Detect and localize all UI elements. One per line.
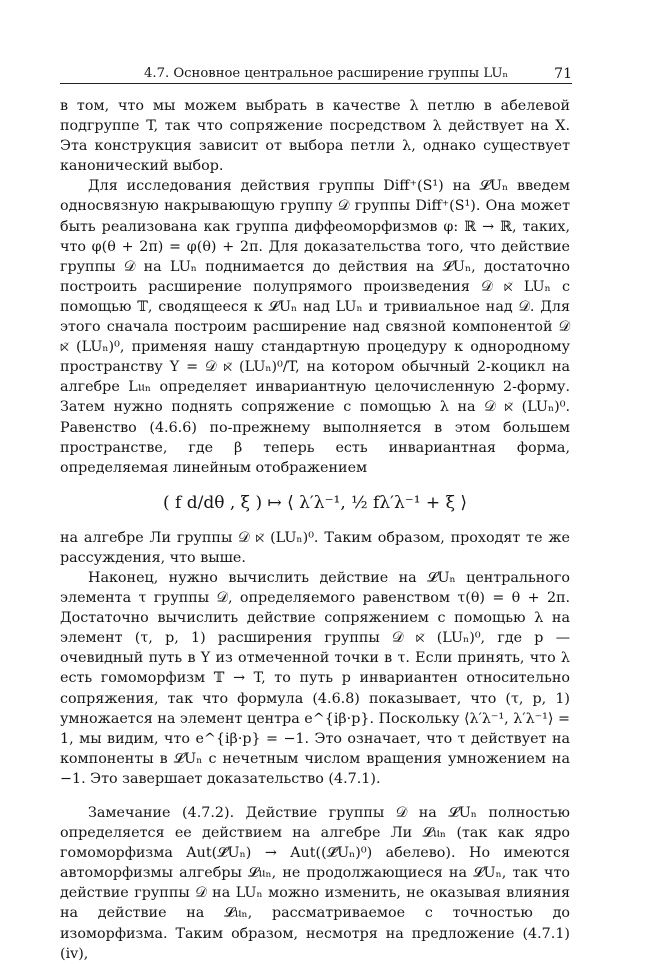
header-title: 4.7. Основное центральное расширение группы LUₙ	[144, 66, 509, 81]
paragraph-central-element: Наконец, нужно вычислить действие на 𝓛Uₙ центрального элемента τ группы 𝒟, определяемого равенством τ(θ) = θ + 2π. Достаточно вычислить действие сопряжением с помощью λ на элемент (τ, p, 1) расширения группы 𝒟 ⋉̃ (LUₙ)⁰, где p — очевидный путь в Y из отмеченной точки в τ. Если принять, что λ есть гомоморфизм 𝕋 → T, то путь p инвариантен относительно сопряжения, так что формула (4.6.8) показывает, что (τ, p, 1) умножается на элемент центра e^{iβ·p}. Поскольку ⟨λ′λ⁻¹, λ′λ⁻¹⟩ = 1, мы видим, что e^{iβ·p} = −1. Это означает, что τ действует на компоненты в 𝓛Uₙ с нечетным числом вращения умножением на −1. Это завершает доказательство (4.7.1).	[60, 569, 571, 787]
running-header	[60, 62, 572, 84]
paragraph-remark: Замечание (4.7.2). Действие группы 𝒟 на 𝓛Uₙ полностью определяется ее действием на алгебре Ли 𝓛𝔲ₙ (так как ядро гомоморфизма Aut(𝓛̃Uₙ) → Aut((𝓛̃Uₙ)⁰) абелево). Но имеются автоморфизмы алгебры 𝓛𝔲ₙ, не продолжающиеся на 𝓛Uₙ, так что действие группы 𝒟 на LUₙ можно изменить, не оказывая влияния на действие на 𝓛𝔲ₙ, рассматриваемое с точностью до изоморфизма. Таким образом, несмотря на предложение (4.7.1) (iv),	[60, 805, 570, 962]
main-text	[60, 96, 570, 964]
paragraph-lie-algebra: на алгебре Ли группы 𝒟 ⋉̃ (LUₙ)⁰. Таким образом, проходят те же рассуждения, что выше.	[60, 529, 570, 566]
page-number: 71	[554, 66, 572, 82]
header-rule	[60, 83, 572, 84]
paragraph-diff-action: Для исследования действия группы Diff⁺(S¹) на 𝓛Uₙ введем односвязную накрывающую группу 𝒟 группы Diff⁺(S¹). Она может быть реализована как группа диффеоморфизмов φ: ℝ → ℝ, таких, что φ(θ + 2π) = φ(θ) + 2π. Для доказательства того, что действие группы 𝒟 на LUₙ поднимается до действия на 𝓛Uₙ, достаточно построить расширение полупрямого произведения 𝒟 ⋉̃ LUₙ с помощью 𝕋, сводящееся к 𝓛Uₙ над LUₙ и тривиальное над 𝒟. Для этого сначала построим расширение над связной компонентой 𝒟 ⋉̃ (LUₙ)⁰, применяя нашу стандартную процедуру к однородному пространству Y = 𝒟 ⋉̃ (LUₙ)⁰/T, на котором обычный 2-коцикл на алгебре L𝔲ₙ определяет инвариантную целочисленную 2-форму. Затем нужно поднять сопряжение с помощью λ на 𝒟 ⋉̃ (LUₙ)⁰. Равенство (4.6.6) по-прежнему выполняется в этом большем пространстве, где β теперь есть инвариантная форма, определяемая линейным отображением	[60, 178, 570, 476]
spacer	[60, 789, 570, 803]
display-formula: ( f d/dθ , ξ ) ↦ ⟨ λ′λ⁻¹, ½ fλ′λ⁻¹ + ξ ⟩	[163, 492, 467, 513]
paragraph-continuation: в том, что мы можем выбрать в качестве λ петлю в абелевой подгруппе T, так что сопряжение посредством λ действует на X. Эта конструкция зависит от выбора петли λ, однако существует канонический выбор.	[60, 98, 570, 175]
